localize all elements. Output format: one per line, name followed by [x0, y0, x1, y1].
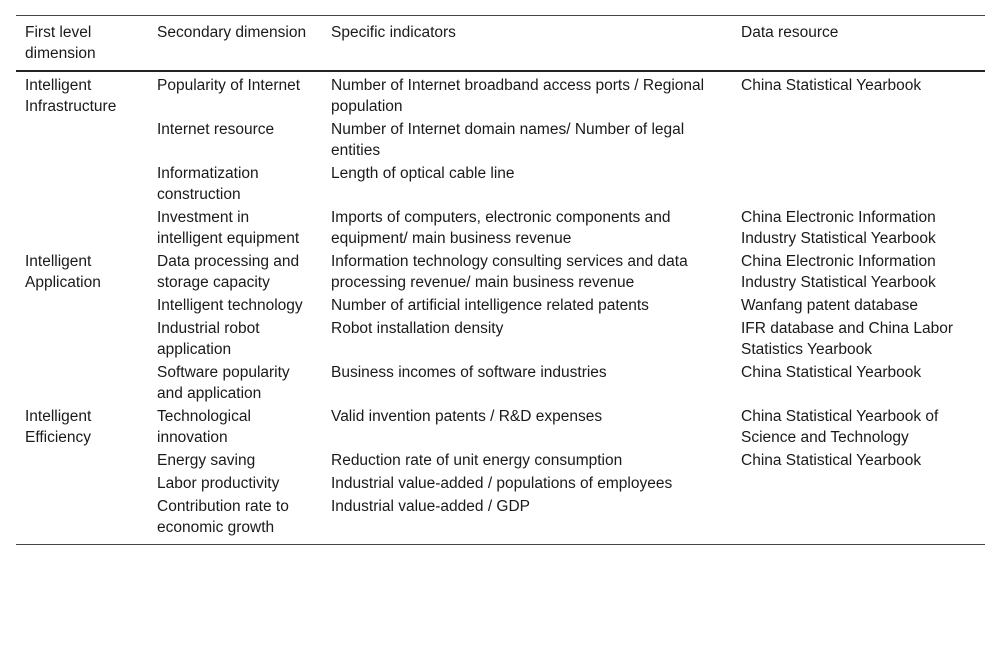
cell-source: China Electronic Information Industry Statistical Yearbook — [741, 209, 936, 247]
cell-secondary: Software popularity and application — [157, 364, 290, 402]
table-row — [16, 449, 985, 472]
cell-secondary: Informatization construction — [157, 165, 259, 203]
cell-source — [732, 162, 985, 206]
cell-indicator: Imports of computers, electronic components and equipment/ main business revenue — [331, 209, 671, 247]
cell-indicator: Industrial value-added / populations of employees — [331, 475, 673, 492]
cell-secondary: Investment in intelligent equipment — [157, 209, 300, 247]
indicator-table-container — [16, 15, 985, 545]
cell-secondary: Industrial robot application — [157, 320, 260, 358]
cell-indicator: Robot installation density — [331, 320, 504, 337]
table-row — [16, 317, 985, 361]
cell-source: China Statistical Yearbook — [741, 77, 922, 94]
cell-source: IFR database and China Labor Statistics Yearbook — [741, 320, 953, 358]
cell-secondary: Technological innovation — [157, 408, 251, 446]
cell-indicator: Industrial value-added / GDP — [322, 495, 732, 545]
cell-first-level — [16, 118, 148, 162]
header-first-level-dimension: First level dimension — [16, 16, 148, 72]
cell-first-level: Intelligent Efficiency — [25, 408, 92, 446]
cell-secondary: Data processing and storage capacity — [157, 253, 300, 291]
table-row — [16, 294, 985, 317]
cell-indicator: Reduction rate of unit energy consumption — [331, 452, 623, 469]
cell-indicator: Business incomes of software industries — [331, 364, 607, 381]
table-body — [16, 71, 985, 545]
header-data-resource: Data resource — [732, 16, 985, 72]
cell-first-level — [16, 495, 148, 545]
table-row — [16, 250, 985, 294]
cell-source: China Statistical Yearbook — [741, 364, 922, 381]
cell-first-level: Intelligent Infrastructure — [25, 77, 117, 115]
cell-secondary: Labor productivity — [157, 475, 280, 492]
header-specific-indicators: Specific indicators — [322, 16, 732, 72]
table-row — [16, 405, 985, 449]
cell-source — [732, 495, 985, 545]
table-header — [16, 16, 985, 72]
cell-first-level — [16, 317, 148, 361]
cell-first-level — [16, 472, 148, 495]
indicator-table — [16, 15, 985, 545]
cell-indicator: Number of Internet domain names/ Number of legal entities — [331, 121, 685, 159]
cell-indicator: Number of Internet broadband access ports / Regional population — [331, 77, 705, 115]
cell-indicator: Length of optical cable line — [331, 165, 515, 182]
cell-source: China Statistical Yearbook — [741, 452, 922, 469]
cell-secondary: Internet resource — [157, 121, 275, 138]
cell-first-level — [16, 361, 148, 405]
cell-first-level — [16, 206, 148, 250]
table-row — [16, 71, 985, 118]
table-row — [16, 361, 985, 405]
cell-source: China Statistical Yearbook of Science and Technology — [741, 408, 939, 446]
cell-first-level: Intelligent Application — [25, 253, 101, 291]
cell-first-level — [16, 162, 148, 206]
table-row — [16, 162, 985, 206]
cell-indicator: Number of artificial intelligence related patents — [331, 297, 649, 314]
cell-source: Wanfang patent database — [741, 297, 918, 314]
cell-secondary: Intelligent technology — [157, 297, 303, 314]
table-row — [16, 206, 985, 250]
cell-source — [732, 118, 985, 162]
header-row — [16, 16, 985, 72]
cell-source: China Electronic Information Industry Statistical Yearbook — [741, 253, 936, 291]
cell-indicator: Information technology consulting services and data processing revenue/ main business revenue — [331, 253, 688, 291]
cell-secondary: Popularity of Internet — [157, 77, 301, 94]
table-row — [16, 495, 985, 545]
cell-indicator: Valid invention patents / R&D expenses — [331, 408, 603, 425]
cell-secondary: Contribution rate to economic growth — [148, 495, 322, 545]
header-secondary-dimension: Secondary dimension — [148, 16, 322, 72]
cell-secondary: Energy saving — [157, 452, 256, 469]
table-row — [16, 472, 985, 495]
cell-first-level — [16, 449, 148, 472]
cell-source — [732, 472, 985, 495]
table-row — [16, 118, 985, 162]
cell-first-level — [16, 294, 148, 317]
